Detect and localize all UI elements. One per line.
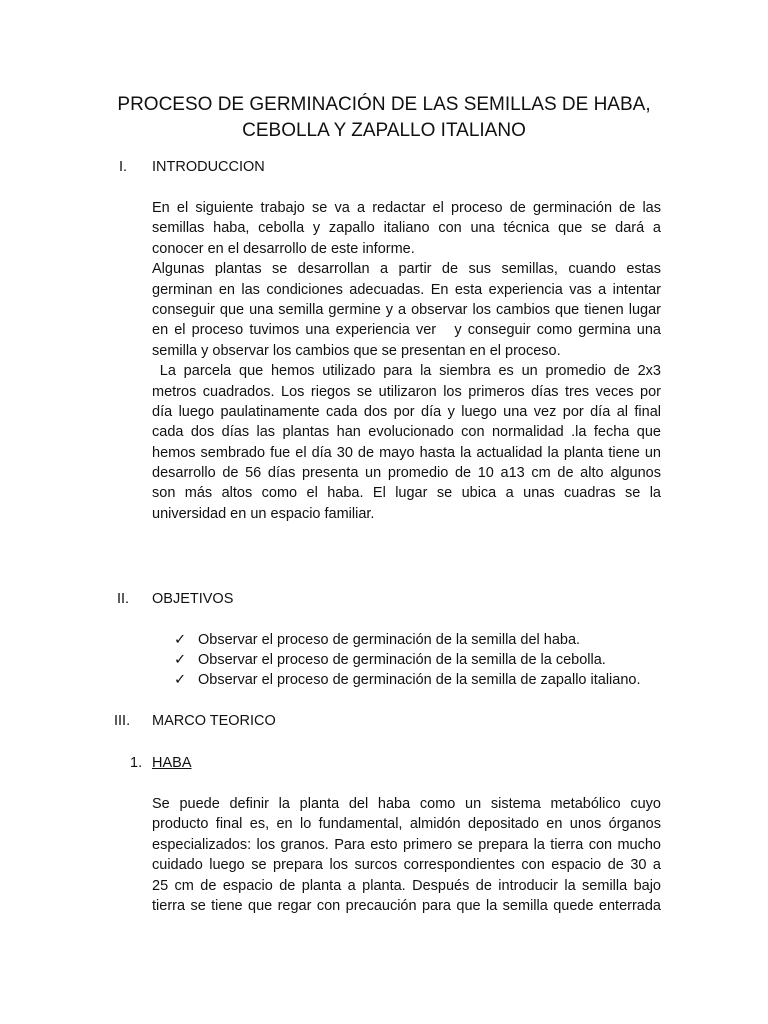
text-line: hemos sembrado fue el día 30 de mayo hasta la actualidad la planta tiene un (152, 444, 661, 461)
subsection-number: 1. (130, 755, 143, 771)
text-line: producto final es, en lo fundamental, almidón depositado en unos órganos (152, 816, 661, 833)
intro-paragraph (152, 198, 661, 524)
text-line: germinan en las condiciones adecuadas. En esta experiencia vas a intentar (152, 281, 661, 298)
section-title: INTRODUCCION (152, 159, 265, 175)
list-item-text: Observar el proceso de germinación de la semilla de zapallo italiano. (198, 672, 641, 688)
haba-paragraph (152, 794, 661, 916)
section-number: I. (119, 159, 128, 175)
text-line: semilla y observar los cambios que se presentan en el proceso. (152, 342, 561, 359)
list-item (174, 650, 641, 670)
subsection-title: HABA (152, 755, 192, 771)
text-line: en el proceso tuvimos una experiencia ver y conseguir como germina una (152, 322, 661, 339)
section-heading-objetivos (117, 589, 417, 609)
text-line: universidad en un espacio familiar. (152, 505, 375, 522)
text-line: En el siguiente trabajo se va a redactar el proceso de germinación de las (152, 200, 661, 216)
text-line: conseguir que una semilla germine y a observar los cambios que tienen lugar (152, 301, 661, 318)
list-item-text: Observar el proceso de germinación de la semilla del haba. (198, 632, 581, 648)
section-title: OBJETIVOS (152, 591, 234, 607)
text-line: día luego paulatinamente cada dos por día y luego una vez por día al final (152, 403, 661, 420)
title-line-2: CEBOLLA Y ZAPALLO ITALIANO (242, 120, 526, 141)
list-item (174, 630, 641, 650)
section-heading-marco (114, 711, 414, 731)
title-line-1: PROCESO DE GERMINACIÓN DE LAS SEMILLAS DE HABA, (117, 94, 651, 115)
list-item-text: Observar el proceso de germinación de la semilla de la cebolla. (198, 652, 606, 668)
objectives-list (174, 630, 641, 690)
section-title: MARCO TEORICO (152, 713, 276, 729)
checkmark-icon: ✓ (174, 672, 187, 688)
document-title (60, 92, 708, 144)
section-number: III. (114, 713, 131, 729)
list-item (174, 670, 641, 690)
text-line: Se puede definir la planta del haba como un sistema metabólico cuyo (152, 796, 661, 812)
subsection-heading-haba (130, 753, 330, 773)
text-line: 25 cm de espacio de planta a planta. Después de introducir la semilla bajo (152, 877, 661, 894)
text-line: cada dos días las plantas han evolucionado con normalidad .la fecha que (152, 424, 661, 441)
text-line: desarrollo de 56 días presenta un promedio de 10 a13 cm de alto algunos (152, 465, 661, 482)
checkmark-icon: ✓ (174, 632, 187, 648)
text-line: conocer en el desarrollo de este informe. (152, 240, 415, 257)
text-line: especializados: los granos. Para esto primero se prepara la tierra con mucho (152, 836, 661, 853)
text-line: Algunas plantas se desarrollan a partir de sus semillas, cuando estas (152, 261, 661, 278)
text-line: semillas haba, cebolla y zapallo italiano con una técnica que se dará a (152, 220, 661, 237)
text-line: metros cuadrados. Los riegos se utilizaron los primeros días tres veces por (152, 383, 661, 400)
section-heading-intro (119, 157, 419, 177)
text-line: La parcela que hemos utilizado para la siembra es un promedio de 2x3 (152, 363, 661, 380)
checkmark-icon: ✓ (174, 652, 187, 668)
text-line: tierra se tiene que regar con precaución para que la semilla quede enterrada (152, 897, 661, 914)
section-number: II. (117, 591, 130, 607)
text-line: cuidado luego se prepara los surcos correspondientes con espacio de 30 a (152, 857, 661, 874)
text-line: son más altos como el haba. El lugar se ubica a unas cuadras se la (152, 485, 661, 502)
